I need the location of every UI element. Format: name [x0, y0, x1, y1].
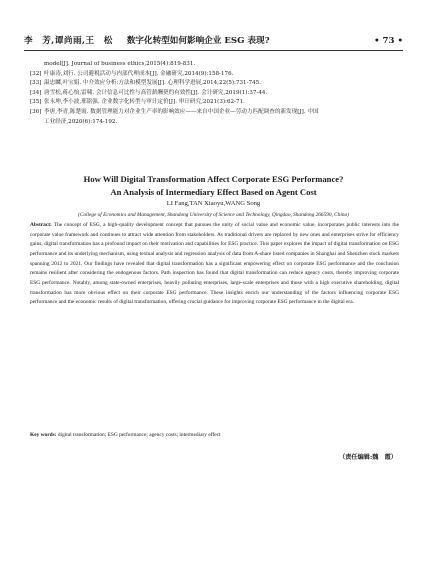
header-rule	[24, 50, 403, 51]
english-authors: LI Fang,TAN Xiaoyu,WANG Song	[166, 200, 261, 207]
running-header	[24, 34, 403, 46]
reference-item: [33] 温忠麟,叶宝娟. 中介效应分析:方法和模型发展[J]. 心理科学进展,2014,22(5):731-745.	[30, 80, 261, 87]
keywords-text: digital transformation; ESG performance; agency costs; intermediary effect	[57, 432, 221, 438]
reference-item: [32] 叶康涛,刘行. 公司避税活动与内部代理成本[J]. 金融研究,2014(9):158-176.	[30, 70, 234, 77]
abstract-label: Abstract:	[30, 222, 52, 228]
header-title: 数字化转型如何影响企业 ESG 表现?	[126, 36, 270, 46]
reference-continuation: model[J]. Journal of business ethics,2015(4):819-831.	[44, 61, 196, 67]
reference-item: [36] 李唐,李青,陈楚霞. 数据管理能力对企业生产率的影响效应——来自中国企业—劳动力匹配调查的新发现[J]. 中国	[30, 108, 319, 115]
reference-continuation: 工业经济,2020(6):174-192.	[44, 118, 118, 125]
english-title-line1: How Will Digital Transformation Affect Corporate ESG Performance?	[83, 174, 344, 184]
english-abstract	[30, 221, 399, 308]
reference-item: [34] 唐雪松,蒋心怡,雷啸. 会计信息可比性与高管薪酬契约有效性[J]. 会计研究,2019(1):37-44.	[30, 89, 268, 96]
header-authors: 李 芳,谭尚雨,王 松	[24, 36, 113, 46]
reference-list	[30, 60, 399, 127]
responsible-editor: （责任编辑:魏 霞）	[339, 454, 397, 461]
abstract-text: The concept of ESG, a high-quality development concept that pursues the unity of social value and economic value, incorporates public interests into the corporate value framework and continues to attract wide attention from stakeholders. As traditional drivers are replaced by new ones and enterprises strive for efficiency gains, digital transformation has a profound impact on their motivation and capabilities for ESG practice. This paper explores the impact of digital transformation on ESG performance and its underlying mechanism, using textual analysis and regression analysis of data from A-share listed companies in Shanghai and Shenzhen stock markets spanning 2012 to 2021. Our findings have revealed that digital transformation has a significant empowering effect on corporate ESG performance and the conclusion remains resilient after considering the endogenous factors. Path inspection has found that digital transformation can reduce agency costs, thereby improving corporate ESG performance. Notably, among state-owned enterprises, heavily polluting enterprises, large-scale enterprises and those with a high executive shareholding, digital transformation has more obvious effect on their corporate ESG performance. These insights enrich our understanding of the factors influencing corporate ESG performance and the economic results of digital transformation, offering crucial guidance for improving corporate ESG performance in the digital era.	[30, 222, 399, 306]
keywords-label: Key words:	[30, 432, 57, 438]
page-number: • 73 •	[374, 36, 403, 46]
english-title-line2: An Analysis of Intermediary Effect Based on Agent Cost	[110, 187, 317, 197]
english-keywords	[30, 432, 399, 438]
reference-item: [35] 张永坤,李小波,邢铭强. 企业数字化转型与审计定价[J]. 审计研究,2021(3):62-71.	[30, 99, 245, 106]
english-affiliation: (College of Economics and Management, Shandong University of Science and Technology, Qingdao, Shandong 266590, China)	[78, 212, 349, 218]
